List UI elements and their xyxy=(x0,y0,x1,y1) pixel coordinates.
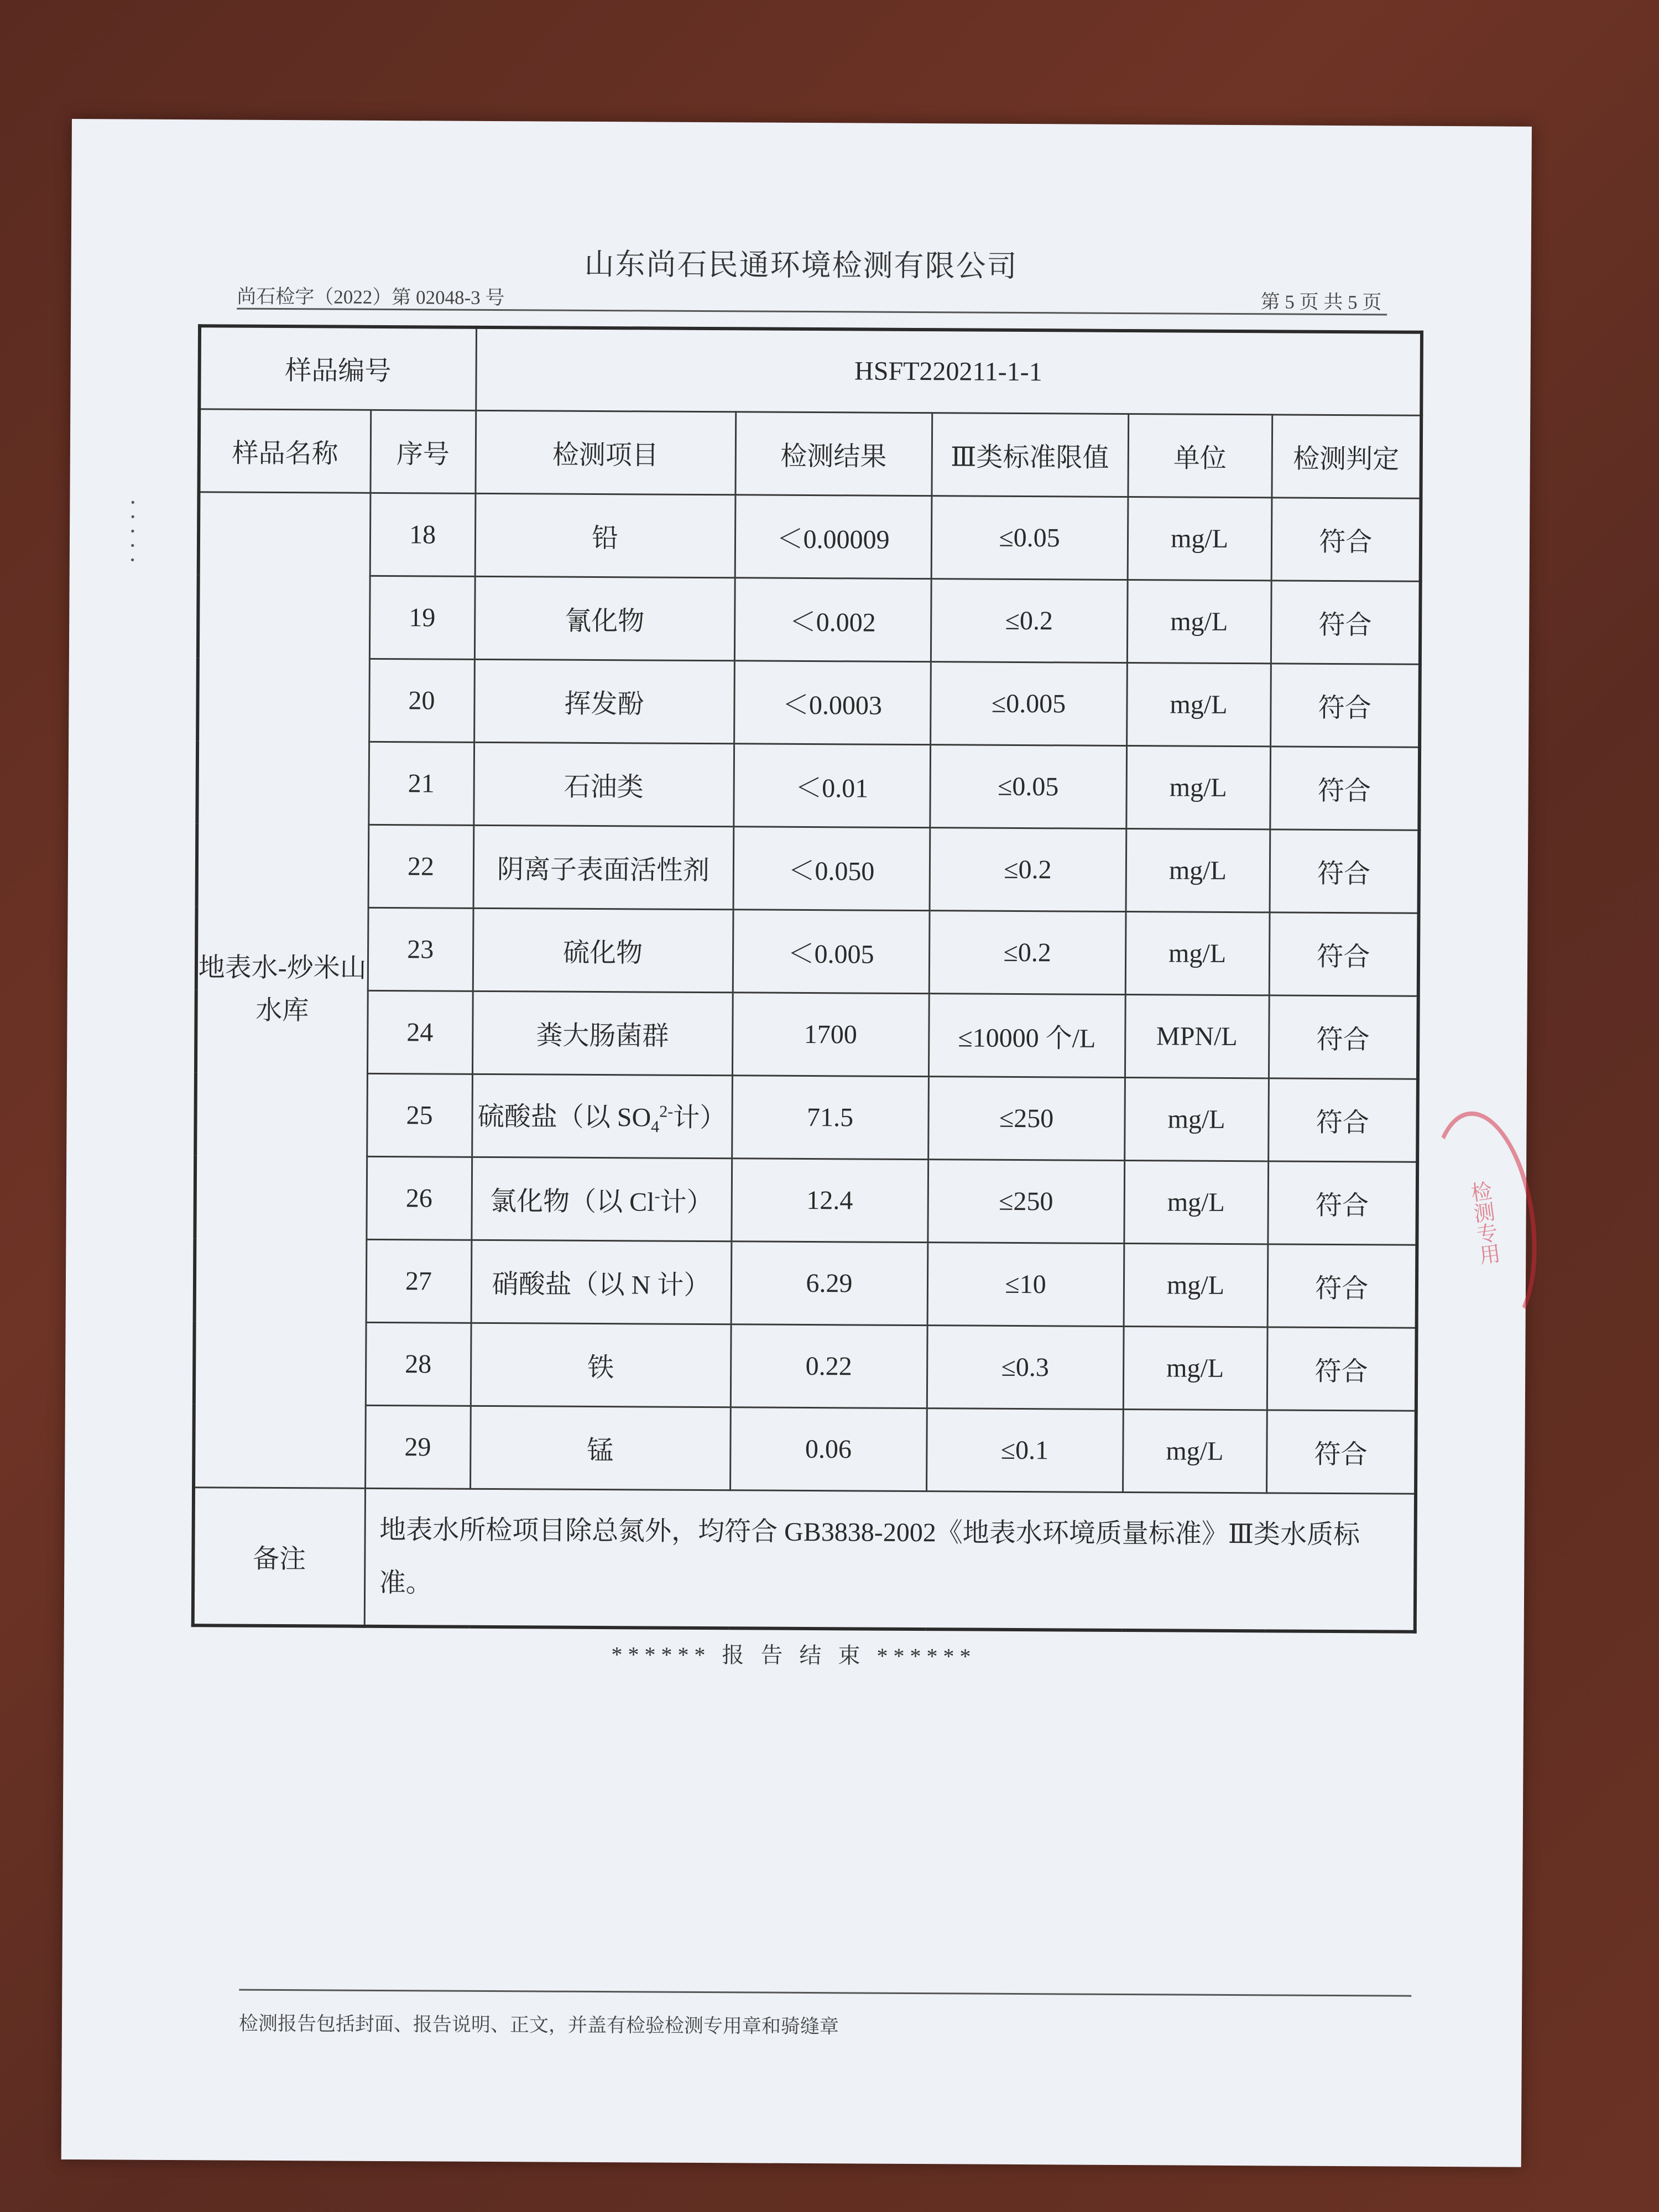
table-row xyxy=(196,989,1418,1079)
report-paper xyxy=(61,119,1532,2167)
row-unit: MPN/L xyxy=(1125,994,1269,1078)
row-limit: ≤0.3 xyxy=(927,1325,1124,1409)
row-no: 28 xyxy=(366,1322,471,1406)
company-name: 山东尚石民通环境检测有限公司 xyxy=(584,247,1018,283)
row-no: 25 xyxy=(367,1073,472,1157)
row-verdict: 符合 xyxy=(1270,829,1420,912)
row-result: 71.5 xyxy=(732,1075,928,1159)
row-item: 铅 xyxy=(475,493,735,577)
sample-id-value: HSFT220211-1-1 xyxy=(476,327,1422,415)
row-item xyxy=(471,1157,732,1241)
page-info: 第 5 页 共 5 页 xyxy=(1260,291,1382,314)
row-limit: ≤0.1 xyxy=(926,1408,1123,1492)
col-limit: Ⅲ类标准限值 xyxy=(931,413,1128,497)
col-no: 序号 xyxy=(370,410,476,493)
row-item: 挥发酚 xyxy=(474,659,734,743)
row-result: 0.22 xyxy=(731,1324,927,1408)
table-row xyxy=(197,823,1420,913)
row-item: 铁 xyxy=(471,1323,731,1407)
row-limit: ≤0.05 xyxy=(930,744,1126,828)
row-no: 24 xyxy=(367,990,473,1074)
row-item: 氰化物 xyxy=(474,576,735,660)
row-result: ＜0.0003 xyxy=(734,660,931,744)
row-item xyxy=(472,1074,732,1158)
row-item: 阴离子表面活性剂 xyxy=(473,825,734,909)
row-no: 29 xyxy=(365,1405,471,1489)
table-row xyxy=(197,740,1420,830)
col-unit: 单位 xyxy=(1128,414,1272,497)
row-unit: mg/L xyxy=(1123,1409,1267,1493)
row-no: 26 xyxy=(366,1156,472,1240)
row-item: 硝酸盐（以 N 计） xyxy=(471,1240,732,1324)
row-limit: ≤0.2 xyxy=(930,827,1126,911)
item-superscript: 2- xyxy=(659,1102,674,1121)
row-result: ＜0.050 xyxy=(733,826,930,910)
table-row xyxy=(195,1155,1417,1245)
row-verdict: 符合 xyxy=(1267,1161,1417,1244)
row-verdict: 符合 xyxy=(1270,746,1420,830)
item-text: 氯化物（以 Cl xyxy=(489,1186,655,1217)
remark-label: 备注 xyxy=(193,1487,365,1626)
sample-id-row xyxy=(199,326,1422,415)
row-unit: mg/L xyxy=(1124,1160,1268,1244)
table-row xyxy=(199,492,1421,581)
row-unit: mg/L xyxy=(1126,745,1270,829)
row-limit: ≤0.005 xyxy=(930,661,1127,745)
report-end: ****** 报 告 结 束 ****** xyxy=(611,1642,977,1669)
row-result: ＜0.005 xyxy=(733,909,930,993)
table-row xyxy=(195,1238,1417,1328)
row-result: ＜0.00009 xyxy=(735,494,932,578)
row-limit: ≤0.2 xyxy=(929,910,1126,994)
red-seal-stamp: 检测专用 xyxy=(1417,1105,1550,1341)
row-result: ＜0.002 xyxy=(734,577,931,661)
row-unit: mg/L xyxy=(1123,1326,1267,1410)
table-row xyxy=(196,906,1419,996)
row-limit: ≤10 xyxy=(927,1242,1124,1326)
row-item: 锰 xyxy=(470,1406,731,1490)
item-text-suffix: 计） xyxy=(673,1103,727,1133)
item-text: 硫酸盐（以 SO xyxy=(477,1102,651,1133)
test-results-table xyxy=(191,324,1423,1634)
header-divider xyxy=(237,308,1387,316)
row-unit: mg/L xyxy=(1126,662,1271,746)
item-superscript: - xyxy=(654,1187,660,1206)
row-limit: ≤0.2 xyxy=(931,578,1128,662)
item-text-suffix: 计） xyxy=(660,1187,713,1217)
row-verdict: 符合 xyxy=(1266,1410,1416,1493)
row-verdict: 符合 xyxy=(1267,1244,1417,1327)
row-unit: mg/L xyxy=(1127,580,1271,663)
row-no: 21 xyxy=(368,742,474,825)
footer-note: 检测报告包括封面、报告说明、正文，并盖有检验检测专用章和骑缝章 xyxy=(238,2012,839,2038)
col-result: 检测结果 xyxy=(735,411,932,495)
table-row xyxy=(194,1321,1417,1411)
col-sample-name: 样品名称 xyxy=(199,409,371,493)
row-verdict: 符合 xyxy=(1271,497,1421,581)
remark-row xyxy=(193,1487,1416,1632)
binding-holes: • • • • • xyxy=(130,495,135,567)
row-limit: ≤10000 个/L xyxy=(928,993,1125,1077)
sample-id-label: 样品编号 xyxy=(199,326,476,410)
table-row xyxy=(197,658,1420,747)
row-unit: mg/L xyxy=(1128,497,1272,580)
row-verdict: 符合 xyxy=(1269,912,1419,995)
row-verdict: 符合 xyxy=(1268,1078,1418,1161)
row-result: 12.4 xyxy=(731,1158,928,1242)
col-verdict: 检测判定 xyxy=(1271,414,1421,498)
item-subscript: 4 xyxy=(651,1118,660,1136)
row-no: 20 xyxy=(369,659,474,742)
col-item: 检测项目 xyxy=(475,410,735,494)
row-result: ＜0.01 xyxy=(733,743,930,827)
row-no: 18 xyxy=(370,493,476,576)
footer-divider xyxy=(239,1989,1411,1997)
row-unit: mg/L xyxy=(1124,1243,1268,1327)
sample-name: 地表水-炒米山水库 xyxy=(194,492,370,1488)
report-number: 尚石检字（2022）第 02048-3 号 xyxy=(237,285,505,309)
row-no: 23 xyxy=(368,907,473,991)
row-item: 粪大肠菌群 xyxy=(472,991,733,1075)
row-result: 1700 xyxy=(732,992,929,1076)
row-no: 27 xyxy=(366,1239,472,1323)
row-unit: mg/L xyxy=(1125,911,1270,995)
row-unit: mg/L xyxy=(1126,828,1270,912)
table-row xyxy=(194,1404,1416,1494)
table-row xyxy=(198,575,1421,664)
row-item: 硫化物 xyxy=(473,908,733,992)
row-no: 22 xyxy=(368,825,474,908)
row-verdict: 符合 xyxy=(1269,995,1418,1078)
row-limit: ≤250 xyxy=(927,1159,1124,1243)
row-limit: ≤250 xyxy=(928,1076,1125,1160)
row-item: 石油类 xyxy=(473,742,734,826)
row-verdict: 符合 xyxy=(1267,1327,1417,1410)
row-verdict: 符合 xyxy=(1270,663,1420,747)
row-no: 19 xyxy=(369,576,475,659)
row-result: 0.06 xyxy=(730,1407,927,1491)
row-limit: ≤0.05 xyxy=(931,495,1128,580)
header-row xyxy=(199,409,1421,498)
row-result: 6.29 xyxy=(731,1241,928,1325)
row-verdict: 符合 xyxy=(1271,580,1421,664)
row-unit: mg/L xyxy=(1124,1077,1269,1161)
remark-text: 地表水所检项目除总氮外，均符合 GB3838-2002《地表水环境质量标准》Ⅲ类水质标准。 xyxy=(364,1488,1416,1632)
table-row xyxy=(195,1072,1418,1162)
